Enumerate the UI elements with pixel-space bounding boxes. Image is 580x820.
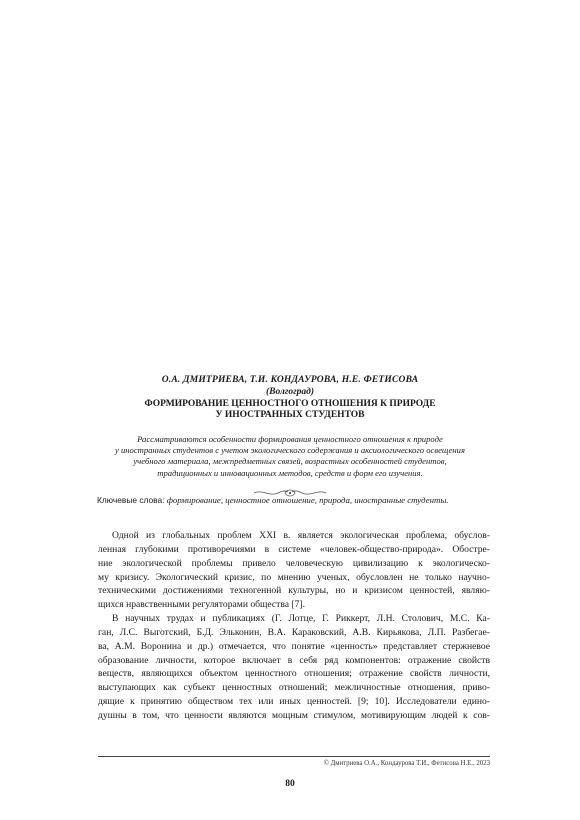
- article-body: [98, 529, 490, 723]
- article-abstract: [100, 434, 480, 479]
- body-line: В научных трудах и публикациях (Г. Лотце, Г. Риккерт, Л.Н. Столович, М.С. Ка-: [112, 613, 490, 625]
- body-line: образование личности, которое включает в себя ряд компонентов: отражение свойств: [98, 654, 490, 666]
- article-authors: О.А. ДМИТРИЕВА, Т.И. КОНДАУРОВА, Н.Е. ФЕТИСОВА: [161, 375, 419, 385]
- keywords-text: формирование, ценностное отношение, природа, иностранные студенты.: [166, 495, 449, 505]
- body-line: Одной из глобальных проблем XXI в. является экологическая проблема, обуслов-: [112, 530, 490, 541]
- body-line: техническими достижениями техногенной культуры, но и кризисом ценностей, являю-: [98, 585, 490, 597]
- body-line: выступающих как субъект ценностных отношений; межличностные отношения, приво-: [98, 682, 490, 694]
- body-line: ние экологической проблемы привело человеческую цивилизацию к экологическо-: [98, 557, 490, 569]
- title-line: ФОРМИРОВАНИЕ ЦЕННОСТНОГО ОТНОШЕНИЯ К ПРИРОДЕ: [144, 399, 436, 409]
- body-line: душны в том, что ценности являются мощным стимулом, мотивирующим людей к сов-: [98, 709, 490, 721]
- abstract-line: Рассматриваются особенности формирования ценностного отношения к природе: [137, 434, 443, 444]
- body-line: ва, А.М. Воронина и др.) отмечается, что понятие «ценность» представляет стержневое: [98, 640, 490, 652]
- keywords-label: Ключевые слова:: [97, 495, 165, 505]
- article-title: [0, 399, 580, 421]
- body-line: дящие к принятию обществом тех или иных ценностей. [9; 10]. Исследователи едино-: [98, 696, 490, 708]
- author-city: (Волгоград): [265, 387, 315, 397]
- body-line: ган, Л.С. Выготский, Б.Д. Эльконин, В.А. Караковский, А.В. Кирьякова, Л.П. Разбегае-: [98, 626, 490, 638]
- keywords: [97, 495, 449, 505]
- body-line: веществ, являющихся объектом ценностного отношения; отражение свойств личности,: [98, 668, 490, 680]
- body-line: ленная глубокими противоречиями в системе «человек-общество-природа». Обостре-: [98, 543, 490, 555]
- footer-divider: [98, 756, 490, 757]
- body-line: щихся нравственными регуляторами общества [7].: [98, 599, 306, 611]
- abstract-line: у иностранных студентов с учетом экологического содержания и аксиологического освещения: [115, 445, 465, 456]
- copyright-notice: © Дмитриева О.А., Кондаурова Т.И., Фетисова Н.Е., 2023: [323, 760, 490, 767]
- title-line: У ИНОСТРАННЫХ СТУДЕНТОВ: [215, 410, 365, 420]
- abstract-line: учебного материала, межпредметных связей, возрастных особенностей студентов,: [133, 456, 447, 467]
- body-line: му кризису. Экологический кризис, по мнению ученых, обусловлен не только научно-: [98, 571, 490, 583]
- abstract-line: традиционных и инновационных методов, средств и форм его изучения.: [157, 467, 423, 478]
- page-number: 80: [285, 779, 295, 789]
